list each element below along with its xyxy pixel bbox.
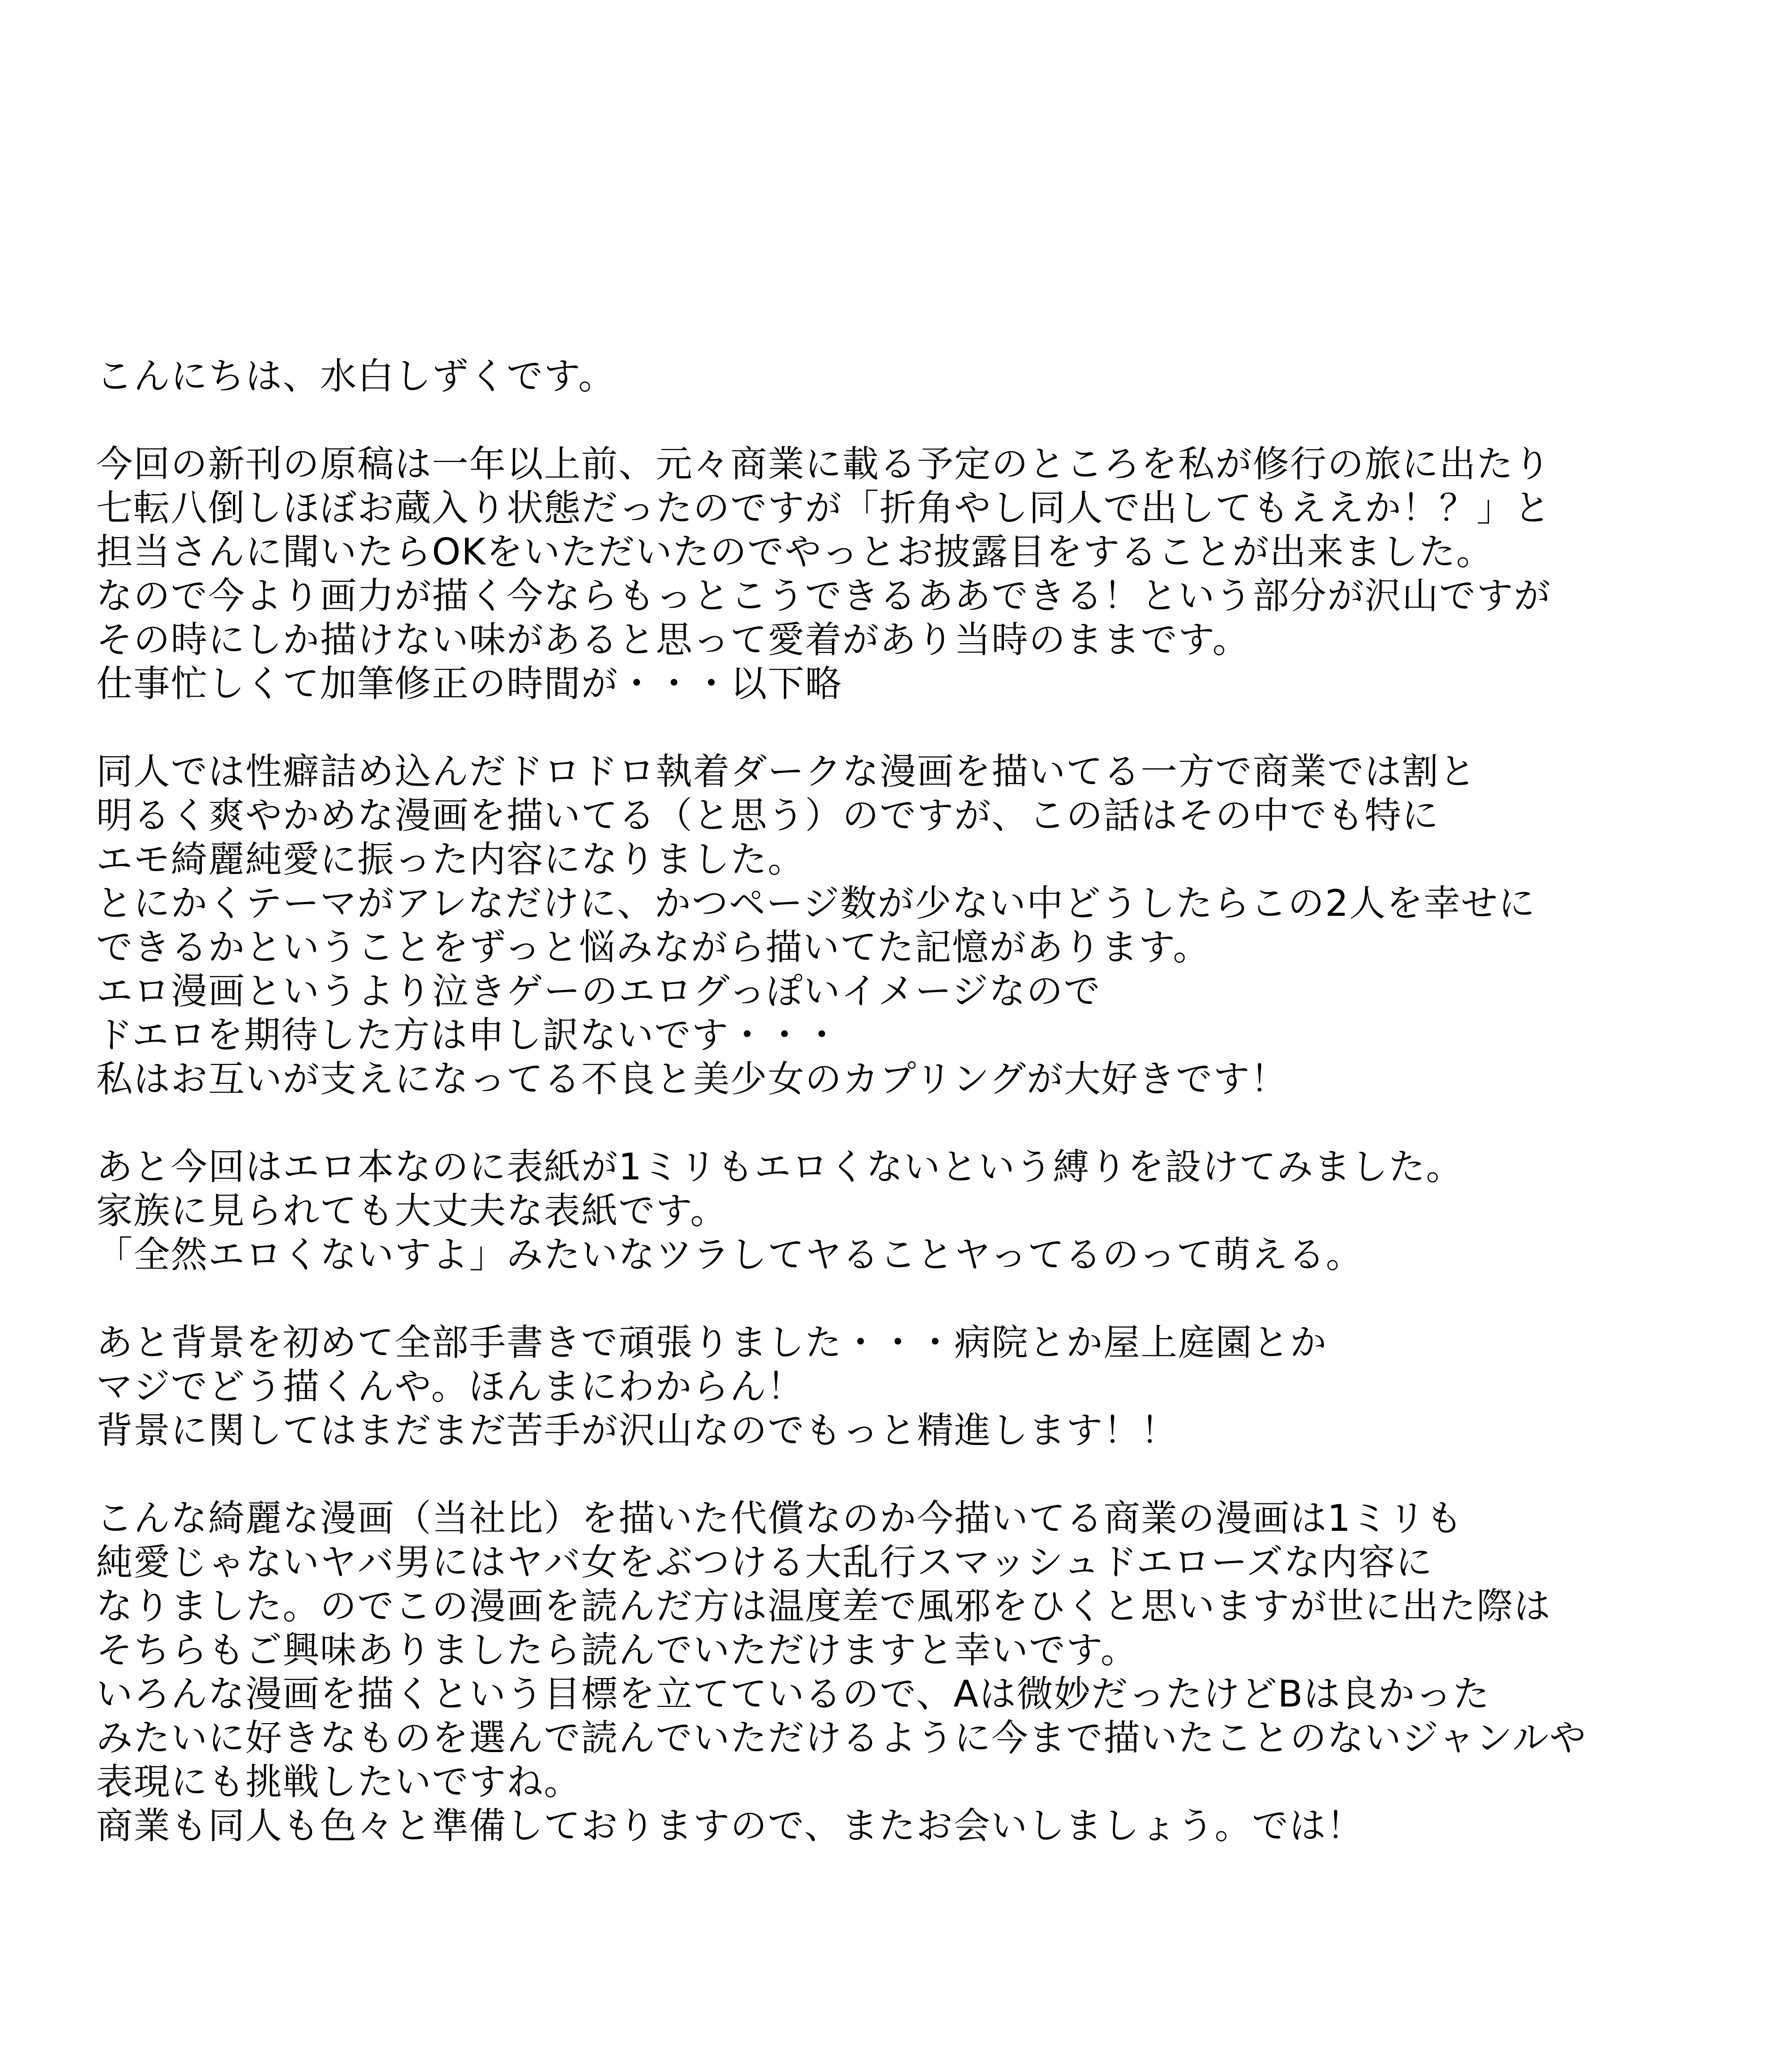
text-line: そちらもご興味ありましたら読んでいただけますと幸いです。 bbox=[96, 1629, 1138, 1671]
text-line: 同人では性癖詰め込んだドロドロ執着ダークな漫画を描いてる一方で商業では割と bbox=[96, 750, 1477, 793]
paragraph-manuscript-history bbox=[96, 442, 1746, 706]
greeting-paragraph bbox=[96, 354, 1746, 398]
text-line: 明るく爽やかめな漫画を描いてる（と思う）のですが、この話はその中でも特に bbox=[96, 794, 1440, 837]
text-line: なりました。のでこの漫画を読んだ方は温度差で風邪をひくと思いますが世に出た際は bbox=[96, 1585, 1552, 1627]
text-line: エロ漫画というより泣きゲーのエログっぽいイメージなので bbox=[96, 970, 1101, 1012]
text-line: エモ綺麗純愛に振った内容になりました。 bbox=[96, 838, 805, 881]
text-line: 背景に関してはまだまだ苦手が沢山なのでもっと精進します！！ bbox=[96, 1409, 1178, 1452]
text-line: あと今回はエロ本なのに表紙が1ミリもエロくないという縛りを設けてみました。 bbox=[96, 1145, 1463, 1188]
text-line: できるかということをずっと悩みながら描いてた記憶があります。 bbox=[96, 926, 1210, 968]
text-line: こんな綺麗な漫画（当社比）を描いた代償なのか今描いてる商業の漫画は1ミリも bbox=[96, 1497, 1463, 1539]
paragraph-closing bbox=[96, 1496, 1746, 1848]
greeting-line: こんにちは、水白しずくです。 bbox=[96, 355, 616, 397]
paragraph-story-theme bbox=[96, 750, 1746, 1101]
text-line: マジでどう描くんや。ほんまにわからん！ bbox=[96, 1365, 805, 1408]
text-line: 私はお互いが支えになってる不良と美少女のカプリングが大好きです！ bbox=[96, 1058, 1288, 1100]
text-line: とにかくテーマがアレなだけに、かつページ数が少ない中どうしたらこの2人を幸せに bbox=[96, 882, 1536, 925]
text-line: 表現にも挑戦したいですね。 bbox=[96, 1760, 582, 1803]
text-line: 担当さんに聞いたらOKをいただいたのでやっとお披露目をすることが出来ました。 bbox=[96, 530, 1493, 573]
text-line: 七転八倒しほぼお蔵入り状態だったのですが「折角やし同人で出してもええか！？」と bbox=[96, 487, 1552, 529]
text-line: みたいに好きなものを選んで読んでいただけるように今まで描いたことのないジャンルや bbox=[96, 1716, 1587, 1759]
text-line: 純愛じゃないヤバ男にはヤバ女をぶつける大乱行スマッシュドエローズな内容に bbox=[96, 1541, 1433, 1583]
text-line: 商業も同人も色々と準備しておりますので、またお会いしましょう。では！ bbox=[96, 1804, 1364, 1847]
text-line: いろんな漫画を描くという目標を立てているので、Aは微妙だったけどBは良かった bbox=[96, 1673, 1490, 1715]
text-line: 仕事忙しくて加筆修正の時間が・・・以下略 bbox=[96, 662, 843, 705]
text-line: その時にしか描けない味があると思って愛着があり当時のままです。 bbox=[96, 618, 1250, 661]
text-line: 「全然エロくないすよ」みたいなツラしてヤることヤってるのって萌える。 bbox=[96, 1233, 1363, 1276]
text-line: ドエロを期待した方は申し訳ないです・・・ bbox=[96, 1014, 841, 1056]
paragraph-cover bbox=[96, 1145, 1746, 1277]
text-line: なので今より画力が描く今ならもっとこうできるああできる！という部分が沢山ですが bbox=[96, 574, 1552, 617]
afterword-text bbox=[96, 354, 1746, 1892]
paragraph-backgrounds bbox=[96, 1321, 1746, 1452]
text-line: 今回の新刊の原稿は一年以上前、元々商業に載る予定のところを私が修行の旅に出たり bbox=[96, 443, 1552, 485]
text-line: 家族に見られても大丈夫な表紙です。 bbox=[96, 1189, 727, 1232]
text-line: あと背景を初めて全部手書きで頑張りました・・・病院とか屋上庭園とか bbox=[96, 1321, 1328, 1364]
